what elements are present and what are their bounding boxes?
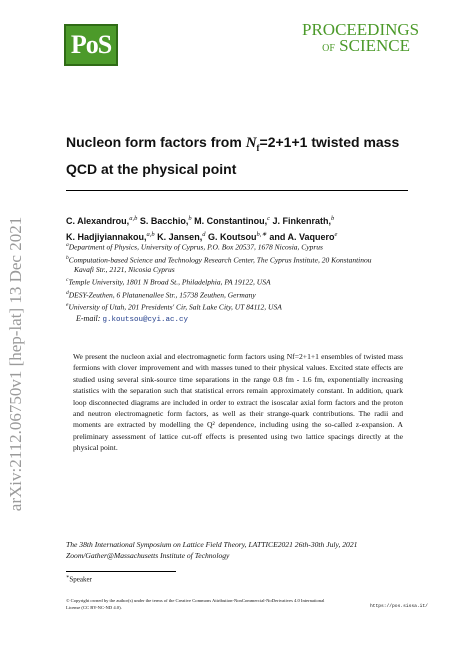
footnote-rule (66, 571, 176, 572)
affiliation-continuation: Kavafi Str., 2121, Nicosia Cyprus (74, 265, 175, 274)
speaker-footnote: ∗Speaker (66, 575, 92, 584)
affiliations (66, 240, 411, 325)
affiliation: $^a$Department of Physics, University of Cyprus, P.O. Box 20537, 1678 Nicosia, Cyprus (66, 242, 323, 252)
arxiv-stamp: arXiv:2112.06750v1 [hep-lat] 13 Dec 2021 (6, 216, 25, 512)
email-link[interactable]: g.koutsou@cyi.ac.cy (102, 315, 188, 324)
author: C. Alexandrou,$^{a,b}$ (66, 215, 138, 226)
author: M. Constantinou,$^c$ (194, 215, 270, 226)
title-rule (66, 190, 408, 191)
author: G. Koutsou$^{b,∗}$ (207, 231, 267, 242)
nf-symbol: $N_f$ (245, 135, 260, 153)
pos-url-link[interactable]: https://pos.sissa.it/ (370, 604, 428, 609)
proceedings-of-science-title (302, 20, 420, 57)
author: K. Hadjiyiannakou,$^{a,b}$ (66, 231, 155, 242)
paper-title: Nucleon form factors from $N_f=2+1+1$ twisted mass QCD at the physical point (66, 134, 400, 177)
science-line: OF SCIENCE (322, 36, 410, 55)
conference-info: The 38th International Symposium on Lattice Field Theory, LATTICE2021 26th-30th July, 2021 Zoom/Gather@Massachusetts Institute of Technology (66, 540, 358, 560)
email-line (76, 314, 411, 325)
affiliation: $^d$DESY-Zeuthen, 6 Platanenallee Str., 15738 Zeuthen, Germany (66, 289, 256, 299)
author: J. Finkenrath,$^b$ (272, 215, 335, 226)
abstract: We present the nucleon axial and electromagnetic form factors using Nf=2+1+1 ensembles of twisted mass fermions with clover improvement and with masses tuned to their physical values. Excited state effects are studied using several sink-source time separations in the range 0.8 fm - 1.6 fm, exponentially increasing statistics with the separation such that statistical errors remain approximately constant. In addition, quark loop disconnected diagrams are included in order to extract the isoscalar axial form factors and the proton and neutron electromagnetic form factors, as well as their strange-quark contributions. The radii and moments are extracted by modelling the Q² dependence, including using the so-called z-expansion. A preliminary assessment of lattice cut-off effects is presented using two lattice spacings directly at the physical point. (73, 352, 403, 453)
pos-logo-text: PoS (70, 30, 112, 59)
affiliation: $^c$Temple University, 1801 N Broad St., Philadelphia, PA 19122, USA (66, 277, 271, 287)
email-label: E-mail: (76, 313, 101, 323)
author: K. Jansen,$^d$ (157, 231, 206, 242)
pos-logo (64, 24, 118, 66)
author: S. Bacchio,$^b$ (139, 215, 192, 226)
author: and A. Vaquero$^e$ (269, 231, 338, 242)
affiliation: $^e$University of Utah, 201 Presidents' Cir, Salt Lake City, UT 84112, USA (66, 302, 282, 312)
license-text: © Copyright owned by the author(s) under the terms of the Creative Commons Attribution-NonCommercial-NoDerivatives 4.0 International License (CC BY-NC-ND 4.0). (66, 598, 325, 610)
affiliation: $^b$Computation-based Science and Technology Research Center, The Cyprus Institute, 20 Konstantinou (66, 254, 372, 264)
proceedings-line: PROCEEDINGS (302, 20, 420, 39)
